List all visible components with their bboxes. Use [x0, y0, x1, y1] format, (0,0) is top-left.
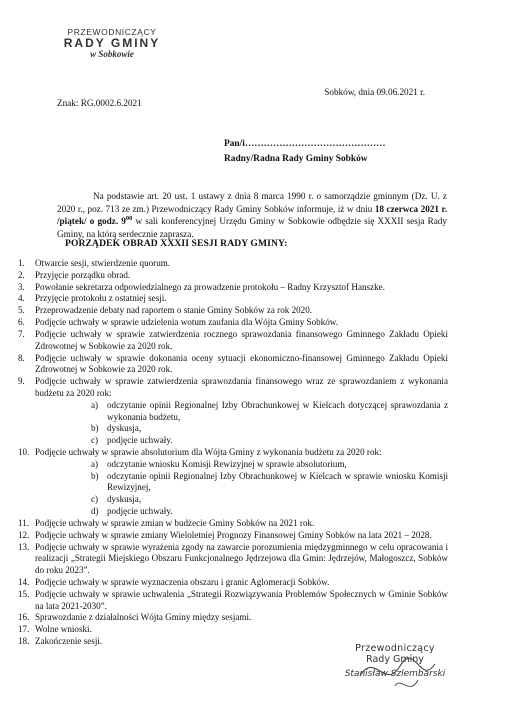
addressee-line-1: Pan/i………………………………………: [224, 139, 386, 149]
agenda-item-text: Podjęcie uchwały w sprawie wyrażenia zgody na zawarcie porozumienia międzygminnego w celu opracowania i realizacji „Strategii Miejskiego Obszaru Funkcjonalnego Jędrzejowa dla Gmin: Jędrzejów, Małogoszcz, Sobków do roku 2023”.: [35, 541, 448, 576]
intro-part-1: Na podstawie art. 20 ust. 1 ustawy z dnia 8 marca 1990 r. o samorządzie gminnym (Dz. U. z 2020 r., poz. 713 ze zm.) Przewodniczący Rady Gminy Sobków informuje, iż w dniu: [57, 191, 447, 214]
agenda-item-text: Podjęcie uchwały w sprawie zatwierdzenia rocznego sprawozdania finansowego Gminnego Zakładu Opieki Zdrowotnej w Sobkowie za 2020 rok.: [35, 328, 448, 351]
agenda-subitem-text: dyskusja,: [107, 494, 142, 505]
agenda-item-number: 7.: [18, 328, 25, 339]
agenda-item-number: 6.: [18, 317, 25, 328]
agenda-item-text: Podjęcie uchwały w sprawie zmian w budżecie Gminy Sobków na 2021 rok.: [35, 517, 315, 528]
agenda-heading: PORZĄDEK OBRAD XXXII SESJI RADY GMINY:: [65, 238, 288, 249]
handwritten-signature: [340, 646, 450, 706]
agenda-item-number: 3.: [18, 281, 25, 292]
agenda-item-number: 9.: [18, 376, 25, 387]
agenda-item-text: Podjęcie uchwały w sprawie uchwalenia „Strategii Rozwiązywania Problemów Społecznych w Gminie Sobków na lata 2021-2030”.: [35, 588, 448, 611]
agenda-item-text: Przyjęcie protokołu z ostatniej sesji.: [35, 293, 167, 304]
agenda-item-text: Zakończenie sesji.: [35, 636, 103, 646]
agenda-item-number: 4.: [18, 293, 25, 304]
agenda-item-number: 12.: [18, 529, 30, 540]
signature-title-2: Rady Gminy: [366, 653, 424, 665]
agenda-list: [18, 258, 448, 648]
agenda-item-number: 17.: [18, 624, 30, 635]
agenda-subitem-letter: a): [91, 399, 99, 410]
agenda-item: [18, 518, 448, 530]
agenda-subitem-letter: b): [91, 470, 99, 481]
agenda-subitem: [87, 471, 448, 495]
agenda-item-text: Sprawozdanie z działalności Wójta Gminy między sesjami.: [35, 612, 252, 623]
agenda-subitems: [35, 400, 448, 447]
agenda-item-number: 5.: [18, 305, 25, 316]
agenda-item-text: Podjęcie uchwały w sprawie absolutorium dla Wójta Gminy z wykonania budżetu za 2020 rok:: [35, 447, 382, 457]
agenda-item-text: Przyjęcie porządku obrad.: [35, 269, 131, 280]
addressee-line-2: Radny/Radna Rady Gminy Sobków: [224, 153, 368, 164]
agenda-item: [18, 282, 448, 294]
agenda-item-number: 11.: [18, 517, 30, 528]
document-date: Sobków, dnia 09.06.2021 r.: [324, 87, 425, 97]
agenda-item-number: 1.: [18, 258, 25, 268]
agenda-subitem: [87, 459, 448, 471]
agenda-subitem-letter: a): [91, 458, 99, 469]
agenda-item: [18, 542, 448, 577]
agenda-item-text: Podjęcie uchwały w sprawie dokonania oceny sytuacji ekonomiczno-finansowej Gminnego Zakładu Opieki Zdrowotnej w Sobkowie za 2020 rok.: [35, 352, 448, 375]
stamp-line-2: RADY GMINY: [63, 35, 161, 50]
agenda-item: [18, 317, 448, 329]
agenda-subitems: [35, 459, 448, 518]
agenda-subitem: [87, 423, 448, 435]
agenda-item: [18, 447, 448, 518]
agenda-item-text: Podjęcie uchwały w sprawie wyznaczenia obszaru i granic Aglomeracji Sobków.: [35, 576, 330, 587]
agenda-item: [18, 577, 448, 589]
session-date: 18 czerwca 2021 r. /piątek/ o godz. 9: [57, 203, 447, 227]
agenda-subitem-text: odczytanie wniosku Komisji Rewizyjnej w sprawie absolutorium,: [107, 458, 347, 469]
agenda-item: [18, 270, 448, 282]
agenda-item-text: Podjęcie uchwały w sprawie zatwierdzenia sprawozdania finansowego wraz ze sprawozdaniem z wykonania budżetu za 2020 rok:: [35, 376, 448, 398]
agenda-subitem-text: dyskusja,: [107, 423, 142, 434]
agenda-item: [18, 258, 448, 270]
agenda-subitem: [87, 435, 448, 447]
agenda-item: [18, 376, 448, 447]
agenda-subitem: [87, 494, 448, 506]
agenda-subitem-text: podjęcie uchwały.: [107, 506, 173, 517]
agenda-item: [18, 305, 448, 317]
signatory-name: Stanisław Szlembarski: [344, 668, 446, 679]
signature-title-1: Przewodniczący: [355, 643, 435, 654]
agenda-item-text: Wolne wnioski.: [35, 624, 92, 635]
agenda-item-text: Przeprowadzenie debaty nad raportem o stanie Gminy Sobków za rok 2020.: [35, 305, 313, 316]
agenda-subitem-text: odczytanie opinii Regionalnej Izby Obrachunkowej w Kielcach w sprawie wniosku Komisji Rewizyjnej,: [107, 470, 448, 493]
agenda-subitem: [87, 400, 448, 424]
intro-paragraph: [57, 190, 447, 240]
agenda-item-text: Podjęcie uchwały w sprawie udzielenia wotum zaufania dla Wójta Gminy Sobków.: [35, 317, 339, 328]
agenda-subitem-letter: c): [91, 435, 99, 446]
agenda-item: [18, 624, 448, 636]
agenda-subitem-text: odczytanie opinii Regionalnej Izby Obrachunkowej w Kielcach dotyczącej sprawozdania z wykonania budżetu,: [107, 399, 448, 422]
agenda-item-number: 8.: [18, 352, 25, 363]
session-time-minutes: 00: [125, 215, 133, 223]
agenda-subitem-text: podjęcie uchwały.: [107, 435, 173, 446]
agenda-item-number: 18.: [18, 636, 30, 646]
agenda-item-number: 15.: [18, 588, 30, 599]
reference-number: Znak: RG.0002.6.2021: [57, 98, 142, 108]
agenda-item-number: 14.: [18, 576, 30, 587]
agenda-item: [18, 589, 448, 613]
stamp-line-3: w Sobkowie: [90, 48, 134, 59]
addressee-block: [224, 137, 385, 166]
agenda-item-number: 13.: [18, 541, 30, 552]
agenda-item-number: 2.: [18, 269, 25, 280]
agenda-subitem: [87, 506, 448, 518]
agenda-item: [18, 329, 448, 353]
council-stamp: [52, 28, 172, 59]
intro-part-2: w sali konferencyjnej Urzędu Gminy w Sobkowie odbędzie się XXXII sesja Rady Gminy, na którą serdecznie zaprasza.: [57, 216, 447, 239]
agenda-item: [18, 353, 448, 377]
agenda-item-text: Otwarcie sesji, stwierdzenie quorum.: [35, 258, 171, 268]
agenda-item: [18, 530, 448, 542]
agenda-subitem-letter: c): [91, 494, 99, 505]
agenda-item-number: 10.: [18, 447, 30, 457]
agenda-item-text: Powołanie sekretarza odpowiedzialnego za prowadzenie protokołu – Radny Krzysztof Hanszke.: [35, 281, 385, 292]
agenda-item: [18, 293, 448, 305]
stamp-line-1: PRZEWODNICZĄCY: [67, 27, 157, 37]
agenda-item-number: 16.: [18, 612, 30, 623]
agenda-subitem-letter: d): [91, 506, 99, 517]
agenda-subitem-letter: b): [91, 423, 99, 434]
agenda-item-text: Podjęcie uchwały w sprawie zmiany Wieloletniej Prognozy Finansowej Gminy Sobków na lata 2021 – 2028.: [35, 529, 432, 540]
agenda-item: [18, 612, 448, 624]
